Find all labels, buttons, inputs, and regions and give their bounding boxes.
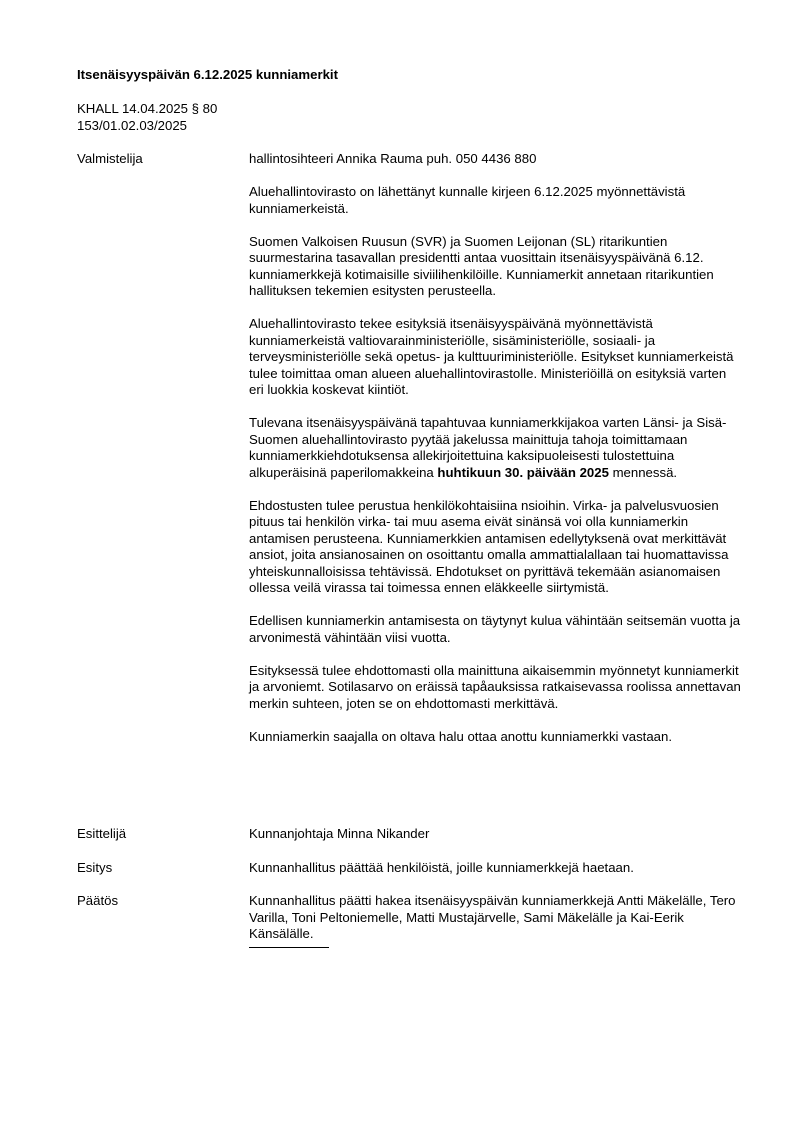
paragraph-text: mennessä. [608, 464, 678, 480]
paragraph: Suomen Valkoisen Ruusun (SVR) ja Suomen Leijonan (SL) ritarikuntien suurmestarina tasavallan presidentti antaa vuosittain itsenäisyyspäivänä 6.12. kunniamerkkejä kotimaisille siviilihenkilöille. Kunniamerkit annetaan ritarikuntien hallituksen tekemien esitysten perusteella. [249, 233, 714, 298]
document-title: Itsenäisyyspäivän 6.12.2025 kunniamerkit [77, 67, 338, 82]
paragraph-text: Tulevana itsenäisyyspäivänä tapahtuvaa kunniamerkkijakoa varten Länsi- ja Sisä-Suomen aluehallintovirasto pyytää jakelussa mainittuja tahoja toimittamaan kunniamerkkiehdotuksensa allekirjoitettuina kaksipuoleisesti tulostettuina alkuperäisinä paperilomakkeina [249, 415, 727, 480]
section-label: Valmistelija [77, 151, 143, 166]
paragraph: Aluehallintovirasto tekee esityksiä itsenäisyyspäivänä myönnettävistä kunniamerkeistä valtiovarainministeriölle, sisäministeriölle, sosiaali- ja terveysministeriölle sekä opetus- ja kulttuuriministeriölle. Esitykset kunniamerkeistä tulee toimittaa oman alueen aluehallintovirastolle. Ministeriöillä on esityksiä varten eri luokkia koskevat kiintiöt. [249, 316, 734, 397]
paragraph: Ehdostusten tulee perustua henkilökohtaisiina nsioihin. Virka- ja palvelusvuosien pituus tai henkilön virka- tai muu asema eivät sinänsä voi olla kunniamerkin antamisen perusteena. Kunniamerkkien antamisen edellytyksenä ovat merkittävät ansiot, joita ansianosainen on osoittantu omalla ammattialallaan tai huomattavissa yhteiskunnalloisissa tehtävissä. Ehdotukset on pyrittävä tekemään asianomaisen ollessa veilä virassa tai toimessa ennen eläkkeelle siirtymistä. [249, 497, 729, 595]
section-label: Esittelijä [77, 826, 127, 841]
meeting-reference [77, 101, 217, 134]
meeting-line: KHALL 14.04.2025 § 80 [77, 101, 218, 116]
case-number: 153/01.02.03/2025 [77, 117, 188, 133]
paragraph: Esityksessä tulee ehdottomasti olla mainittuna aikaisemmin myönnetyt kunniamerkit ja arvoniemt. Sotilasarvo on eräissä tapåauksissa ratkaisevassa roolissa annettavan merkin suhteen, joten se on ehdottomasti merkittävä. [249, 662, 741, 711]
preparer-line: hallintosihteeri Annika Rauma puh. 050 4436 880 [249, 151, 537, 166]
section-content [249, 151, 741, 745]
paragraph: Aluehallintovirasto on lähettänyt kunnalle kirjeen 6.12.2025 myönnettävistä kunniamerkeistä. [249, 184, 686, 216]
end-rule [249, 947, 329, 948]
deadline-highlight: huhtikuun 30. päivään 2025 [437, 464, 609, 480]
decision-text: Kunnanhallitus päätti hakea itsenäisyyspäivän kunniamerkkejä Antti Mäkelälle, Tero Varilla, Toni Peltoniemelle, Matti Mustajärvelle, Sami Mäkelälle ja Kai-Eerik Känsälälle. [249, 893, 736, 941]
paragraph [249, 415, 741, 481]
section-content: Kunnanjohtaja Minna Nikander [249, 826, 430, 841]
paragraph: Kunniamerkin saajalla on oltava halu ottaa anottu kunniamerkki vastaan. [249, 728, 672, 744]
section-label: Päätös [77, 893, 119, 908]
section-content: Kunnanhallitus päättää henkilöistä, joille kunniamerkkejä haetaan. [249, 860, 634, 875]
section-label: Esitys [77, 860, 113, 875]
section-content [249, 893, 741, 948]
paragraph: Edellisen kunniamerkin antamisesta on täytynyt kulua vähintään seitsemän vuotta ja arvonimestä vähintään viisi vuotta. [249, 613, 741, 645]
